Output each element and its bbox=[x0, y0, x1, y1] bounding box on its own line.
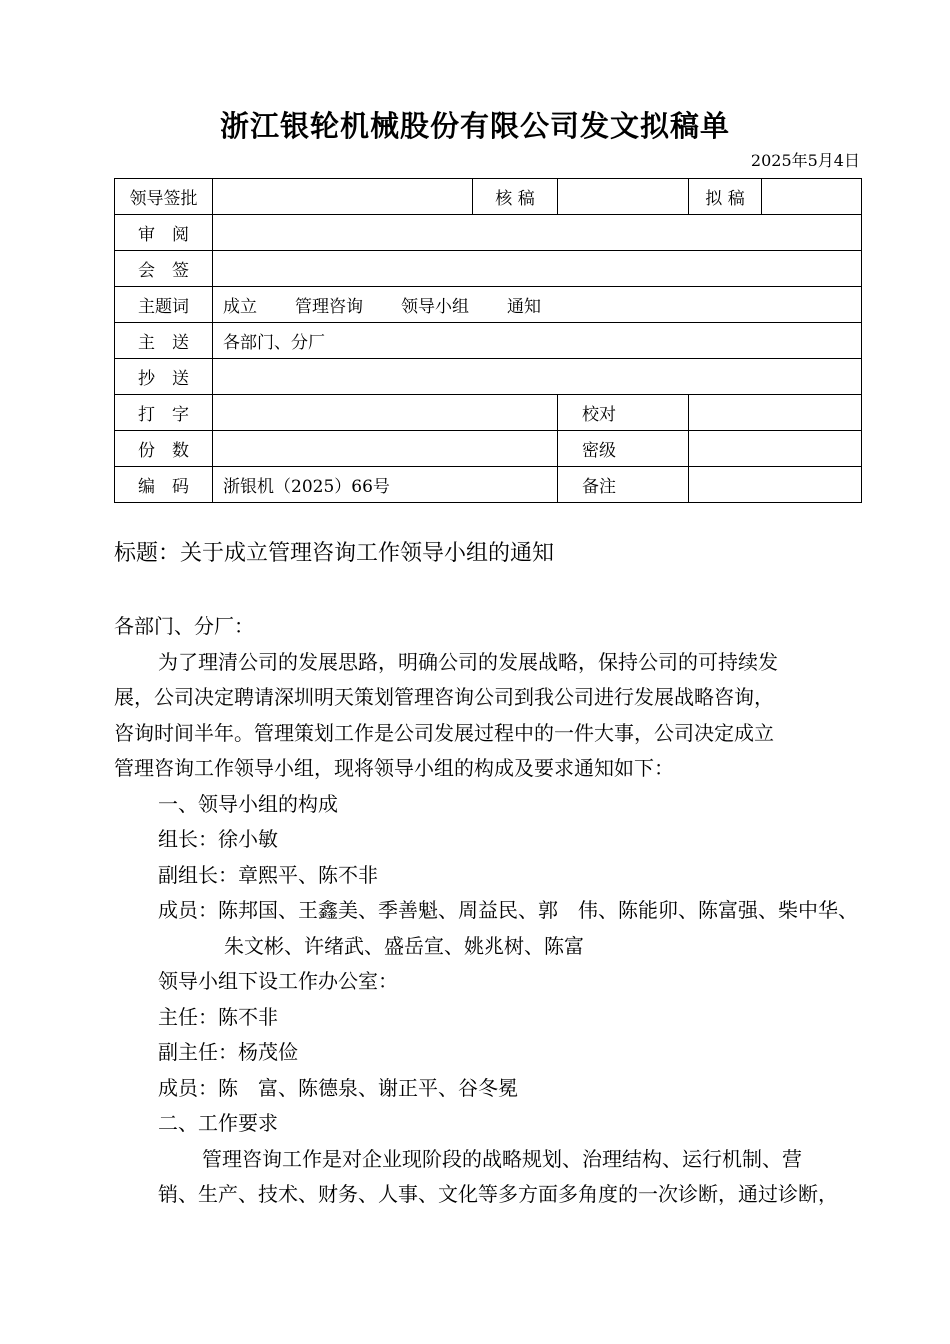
section-heading-composition: 一、领导小组的构成 bbox=[158, 791, 338, 816]
keyword: 管理咨询 bbox=[295, 297, 363, 317]
review-label: 审 阅 bbox=[115, 215, 213, 251]
section-heading-requirements: 二、工作要求 bbox=[158, 1111, 278, 1135]
members-line: 朱文彬、许绪武、盛岳宣、姚兆树、陈富 bbox=[224, 933, 584, 958]
intro-line: 咨询时间半年。管理策划工作是公司发展过程中的一件大事，公司决定成立 bbox=[114, 720, 774, 745]
keywords-field[interactable] bbox=[213, 287, 862, 323]
review-field[interactable] bbox=[213, 215, 862, 251]
code-field[interactable]: 浙银机（2025）66号 bbox=[213, 467, 558, 503]
office-members: 成员：陈 富、陈德泉、谢正平、谷冬冕 bbox=[158, 1075, 518, 1100]
remarks-field[interactable] bbox=[689, 467, 862, 503]
remarks-label: 备注 bbox=[558, 467, 689, 503]
copies-label: 份 数 bbox=[115, 431, 213, 467]
intro-line: 管理咨询工作领导小组，现将领导小组的构成及要求通知如下： bbox=[114, 756, 674, 780]
intro-line: 展，公司决定聘请深圳明天策划管理咨询公司到我公司进行发展战略咨询， bbox=[114, 685, 774, 709]
leader-approval-field[interactable] bbox=[213, 179, 473, 215]
salutation: 各部门、分厂： bbox=[114, 614, 254, 638]
proofread-label: 校对 bbox=[558, 395, 689, 431]
keywords-label: 主题词 bbox=[115, 287, 213, 323]
members-line: 成员：陈邦国、王鑫美、季善魁、周益民、郭 伟、陈能卯、陈富强、柴中华、 bbox=[158, 898, 858, 922]
check-label: 核 稿 bbox=[473, 179, 558, 215]
deputy-leaders: 副组长：章熙平、陈不非 bbox=[158, 862, 378, 887]
notice-subject: 标题：关于成立管理咨询工作领导小组的通知 bbox=[114, 541, 555, 566]
notice-body bbox=[114, 609, 874, 1213]
draft-cell bbox=[689, 179, 862, 215]
keyword: 成立 bbox=[223, 297, 257, 317]
intro-line: 为了理清公司的发展思路，明确公司的发展战略，保持公司的可持续发 bbox=[158, 649, 778, 674]
group-leader: 组长：徐小敏 bbox=[158, 827, 278, 851]
form-row-cc bbox=[115, 359, 862, 395]
cc-label: 抄 送 bbox=[115, 359, 213, 395]
draft-label: 拟 稿 bbox=[689, 179, 762, 214]
form-row-send-to bbox=[115, 323, 862, 359]
form-row-code bbox=[115, 467, 862, 503]
form-row-review bbox=[115, 215, 862, 251]
office-heading: 领导小组下设工作办公室： bbox=[158, 969, 398, 993]
document-title: 浙江银轮机械股份有限公司发文拟稿单 bbox=[219, 109, 730, 143]
requirement-line: 销、生产、技术、财务、人事、文化等多方面多角度的一次诊断，通过诊断， bbox=[158, 1182, 838, 1206]
code-label: 编 码 bbox=[115, 467, 213, 503]
form-row-copies bbox=[115, 431, 862, 467]
office-deputy-director: 副主任：杨茂俭 bbox=[158, 1040, 298, 1064]
cc-field[interactable] bbox=[213, 359, 862, 395]
leader-approval-label: 领导签批 bbox=[115, 179, 213, 215]
check-field[interactable] bbox=[558, 179, 689, 215]
requirement-line: 管理咨询工作是对企业现阶段的战略规划、治理结构、运行机制、营 bbox=[202, 1146, 802, 1171]
countersign-field[interactable] bbox=[213, 251, 862, 287]
copies-field[interactable] bbox=[213, 431, 558, 467]
typing-label: 打 字 bbox=[115, 395, 213, 431]
countersign-label: 会 签 bbox=[115, 251, 213, 287]
send-to-field[interactable]: 各部门、分厂 bbox=[213, 323, 862, 359]
secrecy-label: 密级 bbox=[558, 431, 689, 467]
form-row-countersign bbox=[115, 251, 862, 287]
form-row-keywords bbox=[115, 287, 862, 323]
form-row-typing bbox=[115, 395, 862, 431]
draft-field[interactable] bbox=[762, 179, 861, 214]
keyword: 领导小组 bbox=[401, 297, 469, 317]
keyword: 通知 bbox=[507, 297, 541, 317]
typing-field[interactable] bbox=[213, 395, 558, 431]
form-row-approval bbox=[115, 179, 862, 215]
draft-form-table bbox=[114, 178, 862, 503]
office-director: 主任：陈不非 bbox=[158, 1004, 278, 1029]
secrecy-field[interactable] bbox=[689, 431, 862, 467]
send-to-label: 主 送 bbox=[115, 323, 213, 359]
document-date: 2025年5月4日 bbox=[750, 151, 860, 170]
proofread-field[interactable] bbox=[689, 395, 862, 431]
